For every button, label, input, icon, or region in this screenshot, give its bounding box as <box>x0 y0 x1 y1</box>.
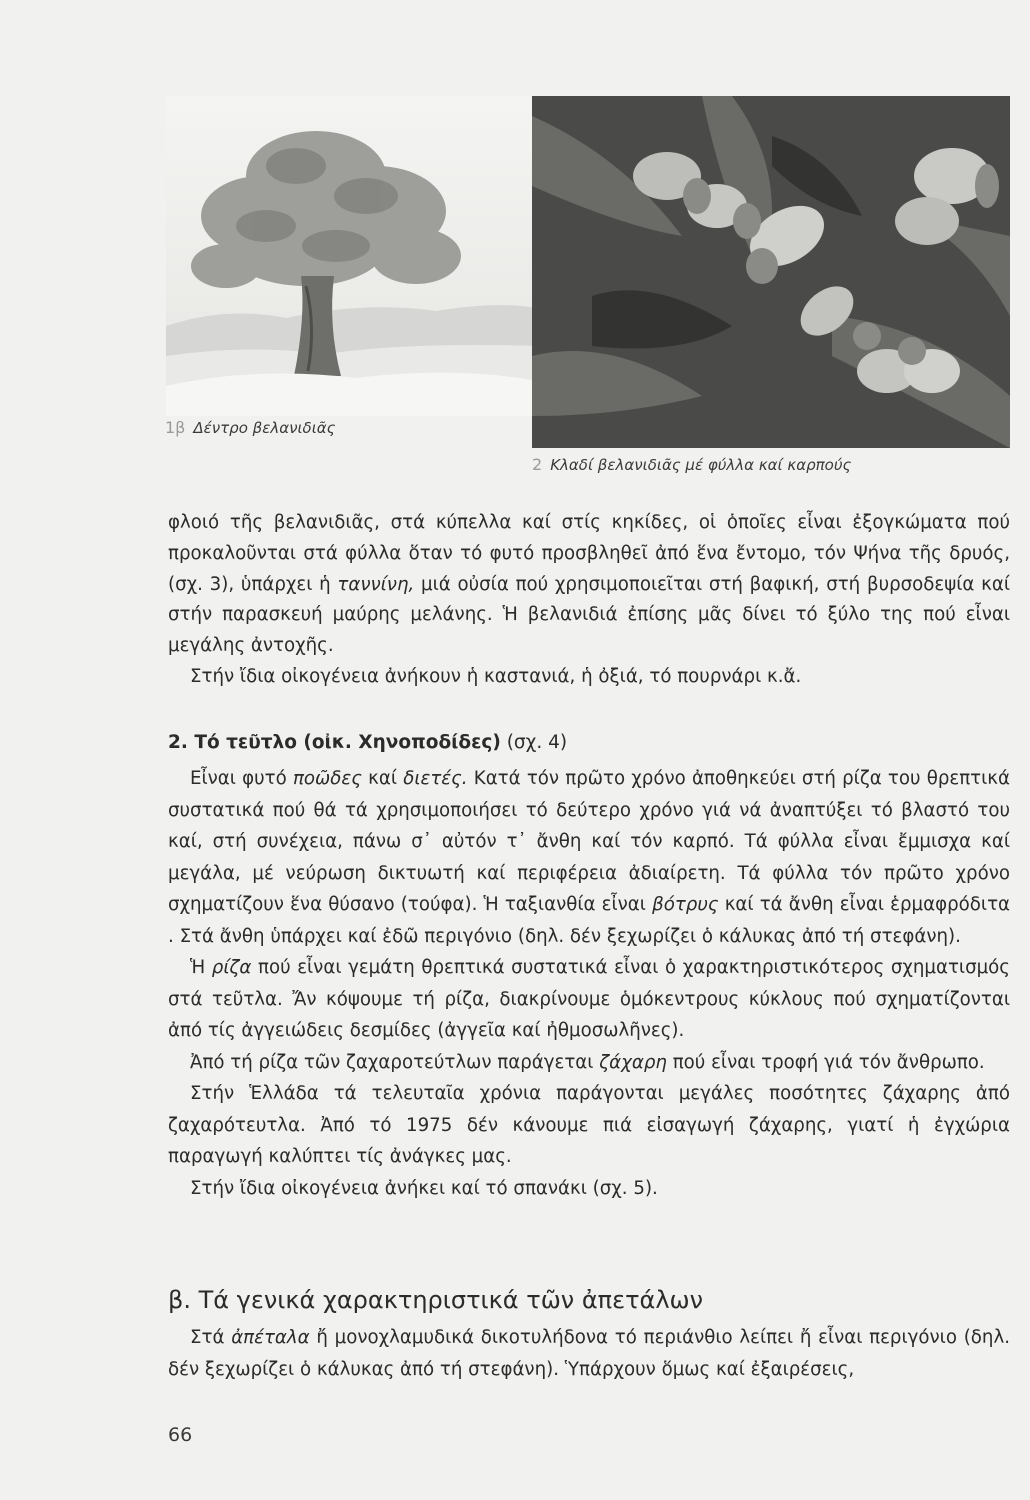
beet-term-biennial: διετές. <box>403 768 468 789</box>
beet-paragraph-3 <box>168 1047 1010 1079</box>
beet-paragraph-5: Στήν ἴδια οἰκογένεια ἀνήκει καί τό σπανάκι (σχ. 5). <box>190 1177 658 1199</box>
apetalae-paragraph <box>168 1322 1010 1385</box>
apet-text: ἤ μονοχλαμυδικά δικοτυλήδονα τό περιάνθιο λείπει ἤ εἶναι περιγόνιο (δηλ. δέν ξεχωρίζει ὁ κάλυκας ἀπό τή στεφάνη). Ὑπάρχουν ὅμως καί ἐξαιρέσεις, <box>168 1327 1010 1380</box>
oak-branch-acorns-photo <box>532 96 1010 448</box>
section-2-title: 2. Τό τεῦτλο (οἰκ. Χηνοποδίδες) <box>168 732 501 753</box>
beet-term-herbaceous: ποῶδες <box>292 768 362 789</box>
section-b-heading: β. Τά γενικά χαρακτηριστικά τῶν ἀπετάλων <box>168 1286 704 1314</box>
figure-1-caption <box>165 418 335 437</box>
beet-text: Κατά τόν πρῶτο χρόνο ἀποθηκεύει στή ρίζα του θρεπτικά συστατικά πού θά τά χρησιμοποιήσει τό δεύτερο χρόνο γιά νά ἀναπτύξει τό βλαστό του καί, στή συνέχεια, πάνω σ᾽ αὐτόν τ᾽ ἄνθη καί τόν καρπό. Τά φύλλα εἶναι ἔμμισχα καί μεγάλα, μέ νεύρωση δικτυωτή καί περιφέρεια ἀδιαίρετη. Τά φύλλα τόν πρῶτο χρόνο σχηματίζουν ἕνα θύσανο (τούφα). Ἡ ταξιανθία εἶναι <box>168 768 1010 915</box>
page-number: 66 <box>168 1424 193 1446</box>
apetalae-term: ἀπέταλα <box>231 1327 310 1348</box>
beet-paragraph-1 <box>168 763 1010 952</box>
figure-2-caption-text: Κλαδί βελανιδιᾶς μέ φύλλα καί καρπούς <box>550 456 852 474</box>
oak-text-2: μιά οὐσία πού χρησιμοποιεῖται στή βαφική, στή βυρσοδεψία καί στήν παρασκευή μαύρης μελάνης. Ἡ βελανιδιά ἐπίσης μᾶς δίνει τό ξύλο της πού εἶναι μεγάλης ἀντοχῆς. <box>168 573 1010 657</box>
figure-2-number: 2 <box>532 455 543 474</box>
apet-text: Στά <box>190 1327 232 1348</box>
beet-text: Ἀπό τή ρίζα τῶν ζαχαροτεύτλων παράγεται <box>190 1051 600 1073</box>
tannin-term: ταννίνη, <box>337 573 415 595</box>
figure-1-caption-text: Δέντρο βελανιδιᾶς <box>193 419 336 437</box>
oak-tree-illustration <box>166 96 538 416</box>
beet-paragraph-2 <box>168 952 1010 1047</box>
beet-text: καί <box>361 768 404 789</box>
beet-text: Εἶναι φυτό <box>190 768 293 789</box>
beet-term-sugar: ζάχαρη <box>599 1051 667 1073</box>
oak-text-1: φλοιό τῆς βελανιδιᾶς, στά κύπελλα καί στίς κηκίδες, οἱ ὁποῖες εἶναι ἐξογκώματα πού προκαλοῦνται στά φύλλα ὅταν τό φυτό προσβληθεῖ ἀπό ἕνα ἔντομο, τόν Ψήνα τῆς δρυός, (σχ. 3), ὑπάρχει ἡ <box>168 512 1010 595</box>
beet-paragraphs <box>168 763 1010 1204</box>
beet-term-root: ρίζα <box>211 957 252 978</box>
figure-2-caption <box>532 455 851 474</box>
beet-text: πού εἶναι τροφή γιά τόν ἄνθρωπο. <box>666 1051 985 1073</box>
section-2-figure-ref: (σχ. 4) <box>506 732 568 753</box>
beet-text: πού εἶναι γεμάτη θρεπτικά συστατικά εἶναι ὁ χαρακτηριστικότερος σχηματισμός στά τεῦτλα. Ἄν κόψουμε τή ρίζα, διακρίνουμε ὁμόκεντρους κύκλους πού σχηματίζονται ἀπό τίς ἀγγειώδεις δεσμίδες (ἀγγεῖα καί ἠθμοσωλῆνες). <box>168 957 1010 1041</box>
beet-term-raceme: βότρυς <box>652 894 719 915</box>
beet-text: Ἡ <box>190 957 212 978</box>
oak-paragraph <box>168 508 1010 662</box>
apetalae-text <box>168 1322 1010 1385</box>
section-2-heading <box>168 732 567 753</box>
beet-paragraph-4: Στήν Ἑλλάδα τά τελευταῖα χρόνια παράγονται μεγάλες ποσότητες ζάχαρης ἀπό ζαχαρότευτλα. Ἀπό τό 1975 δέν κάνουμε πιά εἰσαγωγή ζάχαρης, γιατί ἡ ἐγχώρια παραγωγή καλύπτει τίς ἀνάγκες μας. <box>168 1083 1010 1167</box>
beet-text: καί τά ἄνθη εἶναι ἑρμαφρόδιτα . Στά ἄνθη ὑπάρχει καί ἐδῶ περιγόνιο (δηλ. δέν ξεχωρίζει ὁ κάλυκας ἀπό τή στεφάνη). <box>168 894 1011 947</box>
figure-1-number: 1β <box>165 418 186 437</box>
oak-paragraphs <box>168 508 1010 693</box>
oak-family-paragraph: Στήν ἴδια οἰκογένεια ἀνήκουν ἡ καστανιά, ἡ ὀξιά, τό πουρνάρι κ.ἄ. <box>190 665 802 687</box>
